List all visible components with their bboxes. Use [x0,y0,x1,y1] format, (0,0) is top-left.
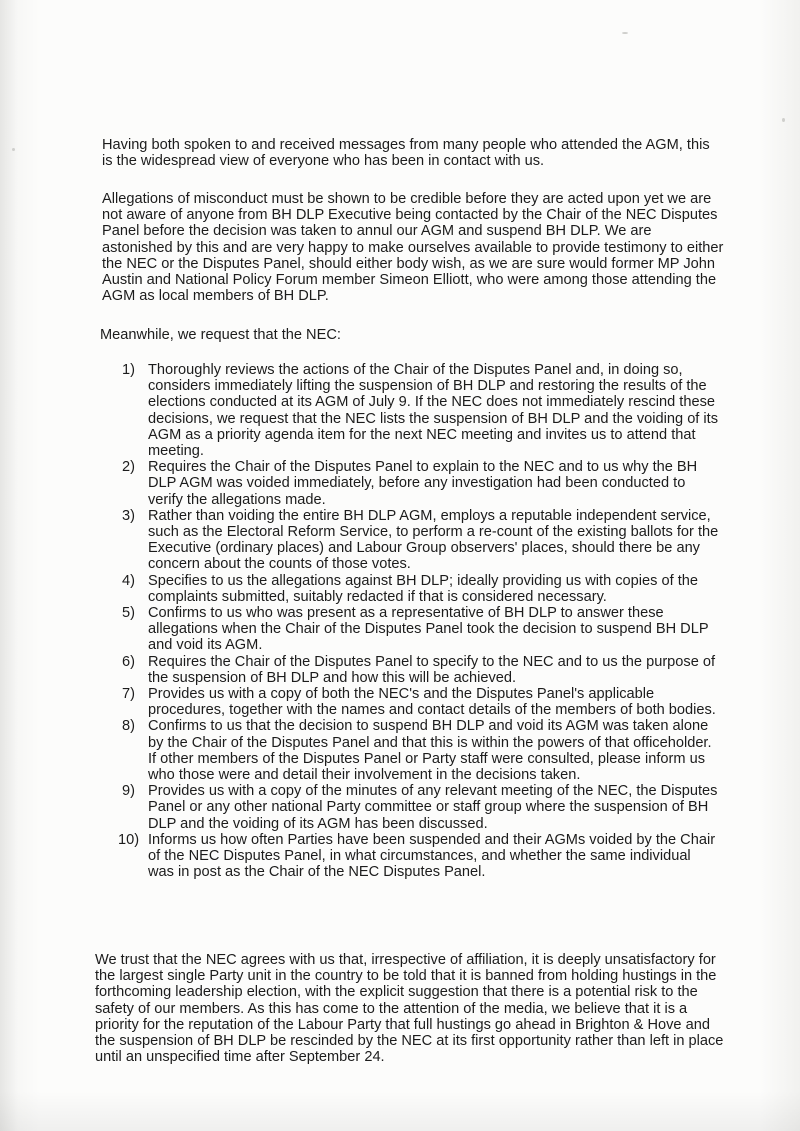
request-item [120,832,720,881]
request-number: 10) [118,831,140,848]
request-item [120,718,720,783]
request-number: 7) [122,686,135,703]
request-item [120,362,720,459]
intro-paragraph: Having both spoken to and received messages from many people who attended the AGM, this is the widespread view of everyone who has been in contact with us. [102,137,710,170]
request-item [120,605,720,654]
request-number: 2) [122,459,135,476]
request-text: Provides us with a copy of the minutes of any relevant meeting of the NEC, the Disputes Panel or any other national Party committee or staff group where the suspension of BH DLP and the voiding of its AGM has been discussed. [148,783,718,832]
scan-speck [12,148,15,151]
scan-speck [622,32,628,34]
request-text: Specifies to us the allegations against BH DLP; ideally providing us with copies of the complaints submitted, suitably redacted if that is considered necessary. [148,572,699,605]
request-item [120,573,720,605]
request-item [120,508,720,573]
request-text: Rather than voiding the entire BH DLP AGM, employs a reputable independent service, such as the Electoral Reform Service, to perform a re-count of the existing ballots for the Executive (ordinary places) and Labour Group observers' places, should there be any concern about the counts of those votes. [148,507,719,573]
request-text: Confirms to us that the decision to suspend BH DLP and void its AGM was taken alone by the Chair of the Disputes Panel and that this is within the powers of that officeholder. If other members of the Disputes Panel or Party staff were consulted, please inform us who those were and detail their involvement in the decisions taken. [148,718,712,784]
request-item [120,654,720,686]
request-text: Requires the Chair of the Disputes Panel to specify to the NEC and to us the purpose of the suspension of BH DLP and how this will be achieved. [148,653,716,686]
request-number: 6) [122,653,135,670]
allegations-paragraph: Allegations of misconduct must be shown to be credible before they are acted upon yet we are not aware of anyone from BH DLP Executive being contacted by the Chair of the NEC Disputes Panel before the decision was taken to annul our AGM and suspend BH DLP. We are astonished by this and are very happy to make ourselves available to provide testimony to either the NEC or the Disputes Panel, should either body wish, as we are sure would former MP John Austin and National Policy Forum member Simeon Elliott, who were among those attending the AGM as local members of BH DLP. [102,191,724,305]
scan-bottom-shadow [0,1091,800,1131]
request-number: 3) [122,507,135,524]
closing-paragraph: We trust that the NEC agrees with us that, irrespective of affiliation, it is deeply unsatisfactory for the largest single Party unit in the country to be told that it is banned from holding hustings in the forthcoming leadership election, with the explicit suggestion that there is a potential risk to the safety of our members. As this has come to the attention of the media, we believe that it is a priority for the reputation of the Labour Party that full hustings go ahead in Brighton & Hove and the suspension of BH DLP be rescinded by the NEC at its first opportunity rather than left in place until an unspecified time after September 24. [95,952,724,1066]
request-number: 4) [122,572,135,589]
request-text: Thoroughly reviews the actions of the Chair of the Disputes Panel and, in doing so, considers immediately lifting the suspension of BH DLP and restoring the results of the elections conducted at its AGM of July 9. If the NEC does not immediately rescind these decisions, we request that the NEC lists the suspension of BH DLP and the voiding of its AGM as a priority agenda item for the next NEC meeting and invites us to attend that meeting. [148,362,719,460]
request-item [120,783,720,832]
scan-speck [782,118,785,122]
request-text: Requires the Chair of the Disputes Panel to explain to the NEC and to us why the BH DLP AGM was voided immediately, before any investigation had been conducted to verify the allegations made. [148,459,698,508]
scan-edge-shadow [0,0,18,1131]
request-number: 9) [122,783,135,800]
request-text: Confirms to us who was present as a representative of BH DLP to answer these allegations when the Chair of the Disputes Panel took the decision to suspend BH DLP and void its AGM. [148,605,709,654]
request-text: Informs us how often Parties have been suspended and their AGMs voided by the Chair of the NEC Disputes Panel, in what circumstances, and whether the same individual was in post as the Chair of the NEC Disputes Panel. [148,831,716,881]
request-number: 8) [122,718,135,735]
request-item [120,686,720,718]
request-item [120,459,720,508]
request-intro: Meanwhile, we request that the NEC: [100,327,341,343]
request-number: 1) [122,362,135,378]
request-text: Provides us with a copy of both the NEC's and the Disputes Panel's applicable procedures, together with the names and contact details of the members of both bodies. [148,686,716,719]
request-list [120,362,720,881]
request-number: 5) [122,605,135,622]
